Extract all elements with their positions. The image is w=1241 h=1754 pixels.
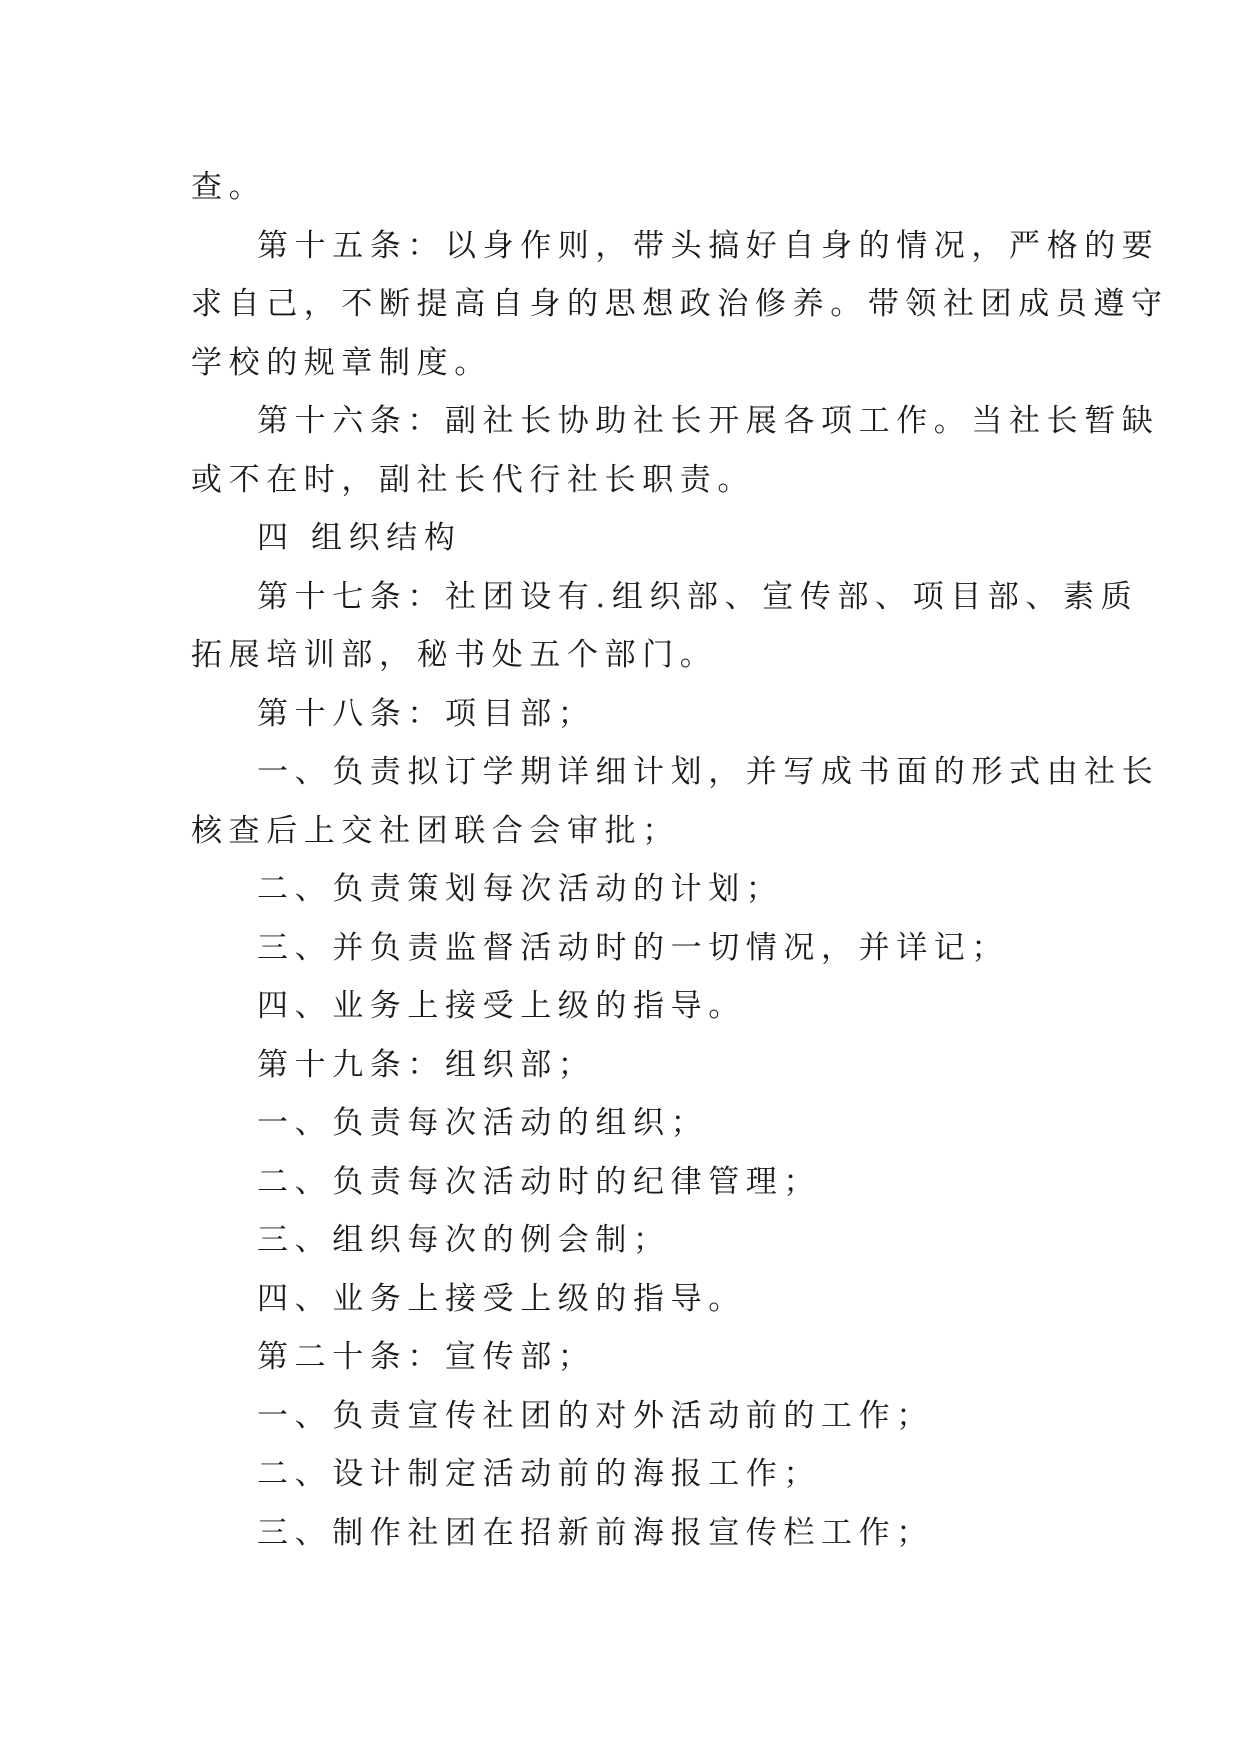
text-line: 拓展培训部，秘书处五个部门。 — [191, 637, 718, 673]
text-line: 第二十条：宣传部； — [257, 1339, 596, 1375]
text-line: 查。 — [191, 169, 267, 205]
text-line: 三、制作社团在招新前海报宣传栏工作； — [257, 1514, 934, 1551]
text-line: 第十八条：项目部； — [257, 695, 596, 732]
section-heading: 四 组织结构 — [257, 520, 462, 556]
text-line: 一、负责宣传社团的对外活动前的工作； — [257, 1397, 934, 1434]
text-line: 四、业务上接受上级的指导。 — [257, 988, 746, 1024]
text-line: 第十六条：副社长协助社长开展各项工作。当社长暂缺 — [257, 403, 1160, 439]
text-line: 第十五条：以身作则，带头搞好自身的情况，严格的要 — [257, 227, 1160, 264]
document-body — [191, 158, 1169, 1562]
text-line: 三、并负责监督活动时的一切情况，并详记； — [257, 929, 1009, 966]
text-line: 二、负责策划每次活动的计划； — [257, 871, 784, 907]
text-line: 一、负责拟订学期详细计划，并写成书面的形式由社长 — [257, 754, 1160, 790]
text-line: 第十七条：社团设有.组织部、宣传部、项目部、素质 — [257, 578, 1139, 615]
text-line: 四、业务上接受上级的指导。 — [257, 1280, 746, 1317]
text-line: 或不在时，副社长代行社长职责。 — [191, 461, 755, 498]
text-line: 核查后上交社团联合会审批； — [191, 812, 680, 849]
text-line: 一、负责每次活动的组织； — [257, 1105, 709, 1141]
text-line: 学校的规章制度。 — [191, 344, 492, 381]
text-line: 第十九条：组织部； — [257, 1046, 596, 1083]
text-line: 二、设计制定活动前的海报工作； — [257, 1456, 821, 1492]
text-line: 求自己，不断提高自身的思想政治修养。带领社团成员遵守 — [191, 286, 1169, 322]
text-line: 三、组织每次的例会制； — [257, 1222, 671, 1258]
text-line: 二、负责每次活动时的纪律管理； — [257, 1163, 821, 1200]
